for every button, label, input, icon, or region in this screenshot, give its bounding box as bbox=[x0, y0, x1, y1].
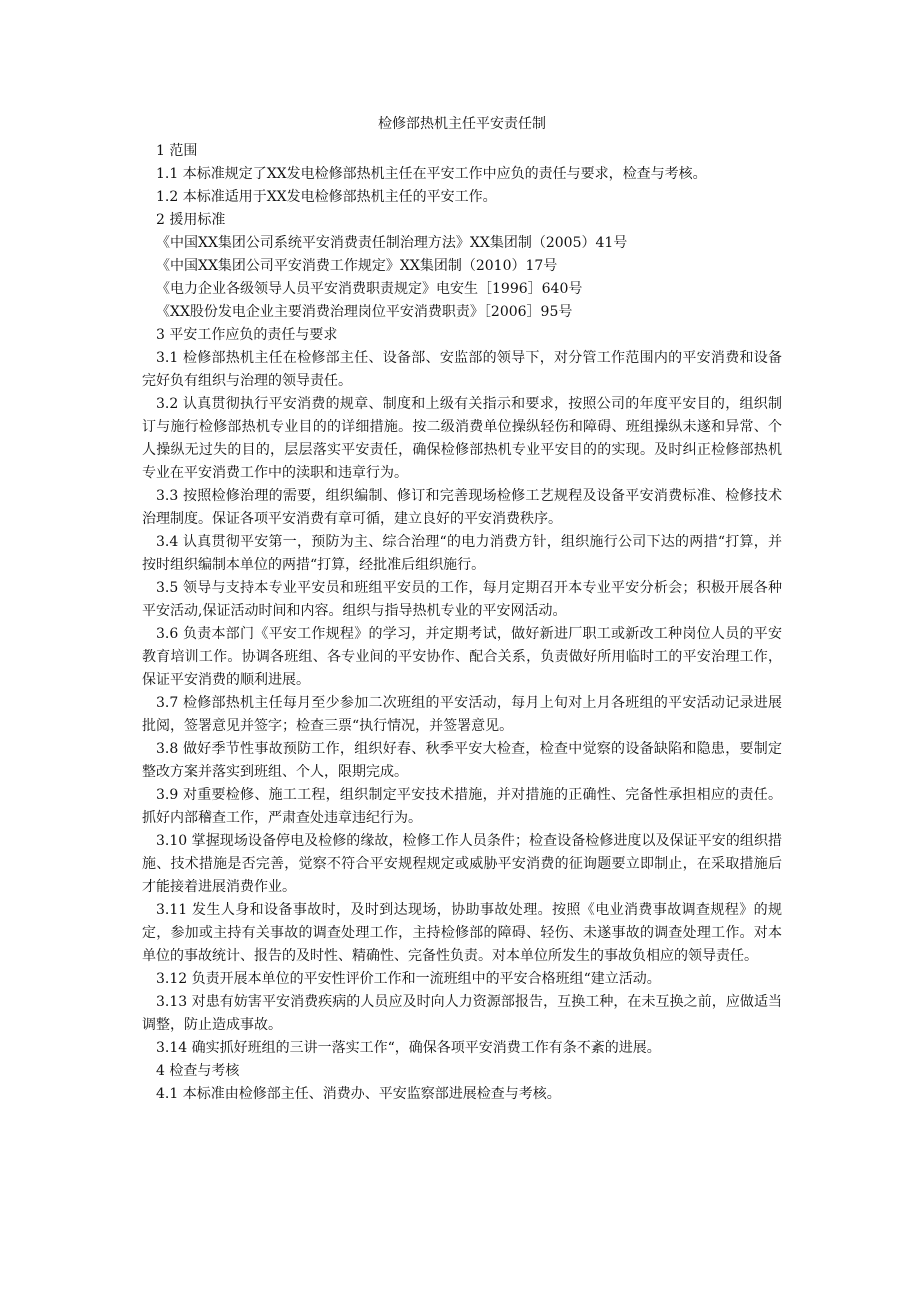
body-paragraph: 3.13 对患有妨害平安消费疾病的人员应及时向人力资源部报告，互换工种，在未互换之前，应做适当调整，防止造成事故。 bbox=[142, 994, 782, 1033]
body-paragraph: 3.3 按照检修治理的需要，组织编制、修订和完善现场检修工艺规程及设备平安消费标准、检修技术治理制度。保证各项平安消费有章可循，建立良好的平安消费秩序。 bbox=[142, 488, 782, 527]
section-line: 1.2 本标准适用于XX发电检修部热机主任的平安工作。 bbox=[156, 189, 497, 205]
body-paragraph: 3.6 负责本部门《平安工作规程》的学习，并定期考试，做好新进厂职工或新改工种岗位人员的平安教育培训工作。协调各班组、各专业间的平安协作、配合关系，负责做好所用临时工的平安治理工作，保证平安消费的顺利进展。 bbox=[142, 626, 782, 688]
body-paragraph: 3.12 负责开展本单位的平安性评价工作和一流班组中的平安合格班组“建立活动。 bbox=[156, 971, 661, 987]
reference-line: 《电力企业各级领导人员平安消费职责规定》电安生［1996］640号 bbox=[156, 281, 583, 297]
section-line: 1 范围 bbox=[156, 143, 198, 159]
document-body bbox=[142, 140, 782, 1106]
section-line: 3 平安工作应负的责任与要求 bbox=[156, 327, 338, 343]
reference-line: 《中国XX集团公司平安消费工作规定》XX集团制（2010）17号 bbox=[156, 258, 558, 274]
document-title: 检修部热机主任平安责任制 bbox=[378, 116, 546, 132]
section-line: 1.1 本标准规定了XX发电检修部热机主任在平安工作中应负的责任与要求，检查与考核。 bbox=[156, 166, 707, 182]
section-line: 2 援用标准 bbox=[156, 212, 226, 228]
body-paragraph: 3.9 对重要检修、施工工程，组织制定平安技术措施，并对措施的正确性、完备性承担相应的责任。抓好内部稽查工作，严肃查处违章违纪行为。 bbox=[142, 787, 782, 826]
body-paragraph: 3.7 检修部热机主任每月至少参加二次班组的平安活动，每月上旬对上月各班组的平安活动记录进展批阅，签署意见并签字；检查三票“执行情况，并签署意见。 bbox=[142, 695, 782, 734]
body-paragraph: 3.5 领导与支持本专业平安员和班组平安员的工作，每月定期召开本专业平安分析会；积极开展各种平安活动,保证活动时间和内容。组织与指导热机专业的平安网活动。 bbox=[142, 580, 782, 619]
reference-line: 《XX股份发电企业主要消费治理岗位平安消费职责》［2006］95号 bbox=[156, 304, 573, 320]
body-paragraph: 3.1 检修部热机主任在检修部主任、设备部、安监部的领导下，对分管工作范围内的平安消费和设备完好负有组织与治理的领导责任。 bbox=[142, 350, 782, 389]
body-paragraph: 3.8 做好季节性事故预防工作，组织好春、秋季平安大检查，检查中觉察的设备缺陷和隐患，要制定整改方案并落实到班组、个人，限期完成。 bbox=[142, 741, 782, 780]
document-page bbox=[142, 113, 782, 1106]
reference-line: 《中国XX集团公司系统平安消费责任制治理方法》XX集团制（2005）41号 bbox=[156, 235, 628, 251]
body-paragraph: 3.10 掌握现场设备停电及检修的缘故，检修工作人员条件；检查设备检修进度以及保证平安的组织措施、技术措施是否完善，觉察不符合平安规程规定或威胁平安消费的征询题要立即制止，在采取措施后才能接着进展消费作业。 bbox=[142, 833, 782, 895]
body-paragraph: 3.14 确实抓好班组的三讲一落实工作“，确保各项平安消费工作有条不紊的进展。 bbox=[156, 1040, 661, 1056]
section-line: 4 检查与考核 bbox=[156, 1063, 240, 1079]
body-paragraph: 3.11 发生人身和设备事故时，及时到达现场，协助事故处理。按照《电业消费事故调查规程》的规定，参加或主持有关事故的调查处理工作，主持检修部的障碍、轻伤、未遂事故的调查处理工作。对本单位的事故统计、报告的及时性、精确性、完备性负责。对本单位所发生的事故负相应的领导责任。 bbox=[142, 902, 782, 964]
body-paragraph: 3.2 认真贯彻执行平安消费的规章、制度和上级有关指示和要求，按照公司的年度平安目的，组织制订与施行检修部热机专业目的的详细措施。按二级消费单位操纵轻伤和障碍、班组操纵未遂和异常、个人操纵无过失的目的，层层落实平安责任，确保检修部热机专业平安目的的实现。及时纠正检修部热机专业在平安消费工作中的渎职和违章行为。 bbox=[142, 396, 782, 481]
section-line: 4.1 本标准由检修部主任、消费办、平安监察部进展检查与考核。 bbox=[156, 1086, 561, 1102]
body-paragraph: 3.4 认真贯彻平安第一，预防为主、综合治理“的电力消费方针，组织施行公司下达的两措“打算，并按时组织编制本单位的两措“打算，经批准后组织施行。 bbox=[142, 534, 782, 573]
